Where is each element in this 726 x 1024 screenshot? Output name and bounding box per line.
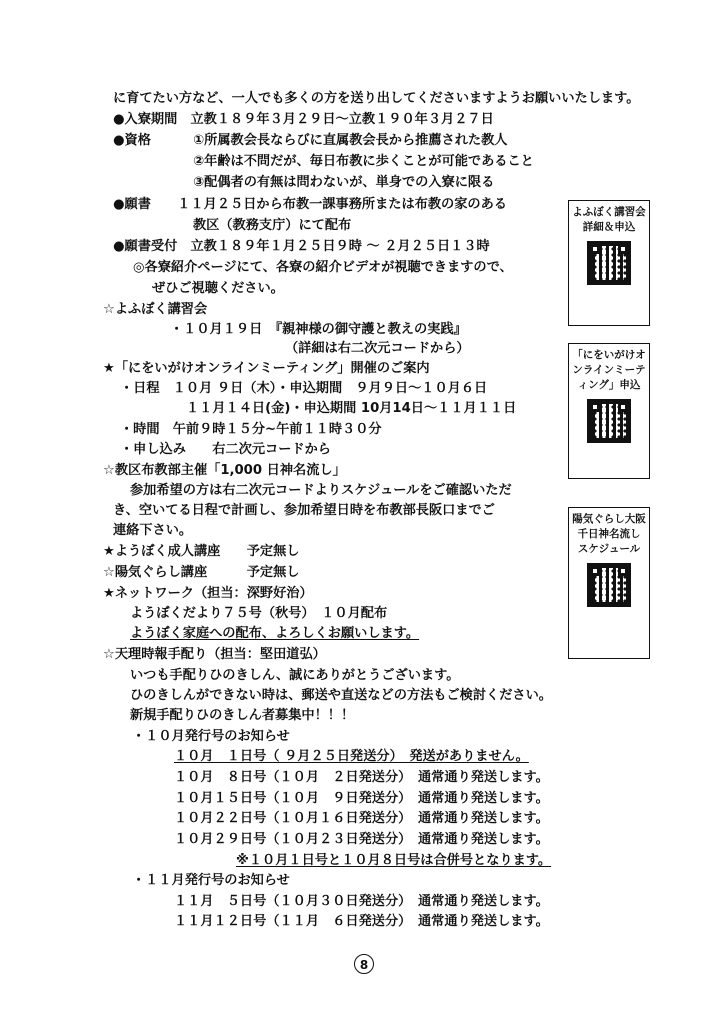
text-line: １０月 ８日号（１０月 ２日発送分） 通常通り発送します。 [174,770,549,785]
text-line: ★ネットワーク（担当：深野好治） [103,586,313,601]
text-line: いつも手配りひのきしん、誠にありがとうございます。 [130,668,460,683]
qr-info-box [568,200,650,326]
text-line: １１月 ５日号（１０月３０日発送分） 通常通り発送します。 [174,894,549,909]
text-line: ぜひご視聴ください。 [152,281,284,296]
qr-box-label: 千日神名流し [577,528,641,540]
text-line: １１月１２日号（１１月 ６日発送分） 通常通り発送します。 [174,914,549,929]
text-line: ようぼく家庭への配布、よろしくお願いします。 [130,626,420,641]
text-line: １０月１５日号（１０月 ９日発送分） 通常通り発送します。 [174,791,549,806]
text-line: ☆陽気ぐらし講座 予定無し [103,565,300,580]
text-line: ・時間 午前９時１５分~午前１１時３０分 [120,422,382,437]
qr-code-icon[interactable] [587,241,631,285]
text-line: 新規手配りひのきしん者募集中！！！ [130,708,355,723]
text-line: ・１０月１９日 『親神様の御守護と教えの実践』 [170,322,467,337]
text-line: 連絡下さい。 [113,523,193,538]
text-line: ひのきしんができない時は、郵送や直送などの方法もご検討ください。 [130,688,552,703]
qr-code-icon[interactable] [587,399,631,443]
text-line: ・１０月発行号のお知らせ [132,729,290,744]
text-line: ・１１月発行号のお知らせ [132,873,290,888]
text-line: に育てたい方など、一人でも多くの方を送り出してくださいますようお願いいたします。 [113,91,640,106]
qr-box-label: 「にをいがけオ [572,349,646,361]
text-line: ◎各寮紹介ページにて、各寮の紹介ビデオが視聴できますので、 [133,260,513,275]
text-line: ●入寮期間 立教１８９年３月２９日～立教１９０年３月２７日 [113,112,494,127]
text-line: ☆教区布教部主催「1,000 日神名流し」 [103,463,346,478]
text-line: ●資格 [113,133,151,148]
text-line: ③配偶者の有無は問わないが、単身での入寮に限る [193,175,495,190]
qr-code-icon[interactable] [587,563,631,607]
text-line: き、空いてる日程で計画し、参加希望日時を布教部長阪口までご [113,503,495,518]
text-line: ・日程 １０月 ９日（木）・申込期間 ９月９日～１０月６日 [120,381,488,396]
text-line: １０月２２日号（１０月１６日発送分） 通常通り発送します。 [174,811,549,826]
text-line: ①所属教会長ならびに直属教会長から推薦された教人 [193,133,508,148]
qr-box-label: スケジュール [577,543,641,555]
text-line: ようぼくだより７５号（秋号） １０月配布 [130,606,388,621]
text-line: ☆よふぼく講習会 [103,302,208,317]
qr-info-box [568,343,650,479]
text-line: ●願書 １１月２５日から布教一課事務所または布教の家のある [113,197,507,212]
text-line: ★ようぼく成人講座 予定無し [103,544,300,559]
text-line: ※１０月１日号と１０月８日号は合併号となります。 [236,853,552,868]
text-line: ②年齢は不問だが、毎日布教に歩くことが可能であること [193,154,534,169]
text-line: （詳細は右二次元コードから） [285,341,470,356]
text-line: １０月 １日号（ ９月２５日発送分） 発送がありません。 [174,749,529,764]
text-line: １１月１４日(金)・申込期間 10月14日～１１月１１日 [186,401,517,416]
text-line: 教区（教務支庁）にて配布 [193,218,352,233]
text-line: 参加希望の方は右二次元コードよりスケジュールをご確認いただ [130,483,512,498]
text-line: ・申し込み 右二次元コードから [120,442,331,457]
page-number: 8 [354,954,374,974]
text-line: ★「にをいがけオンラインミーティング」開催のご案内 [103,361,430,376]
qr-box-label: ンラインミーテ [572,364,646,376]
text-line: ☆天理時報手配り（担当：堅田道弘） [103,647,326,662]
qr-box-label: ィング」申込 [577,379,641,391]
text-line: １０月２９日号（１０月２３日発送分） 通常通り発送します。 [174,832,549,847]
qr-box-label: よふぼく講習会 [572,206,646,218]
text-line: ●願書受付 立教１８９年１月２５日９時 ～ ２月２５日１３時 [113,239,490,254]
qr-info-box [568,507,650,659]
qr-box-label: 陽気ぐらし大阪 [572,513,646,525]
qr-box-label: 詳細＆申込 [582,221,636,233]
